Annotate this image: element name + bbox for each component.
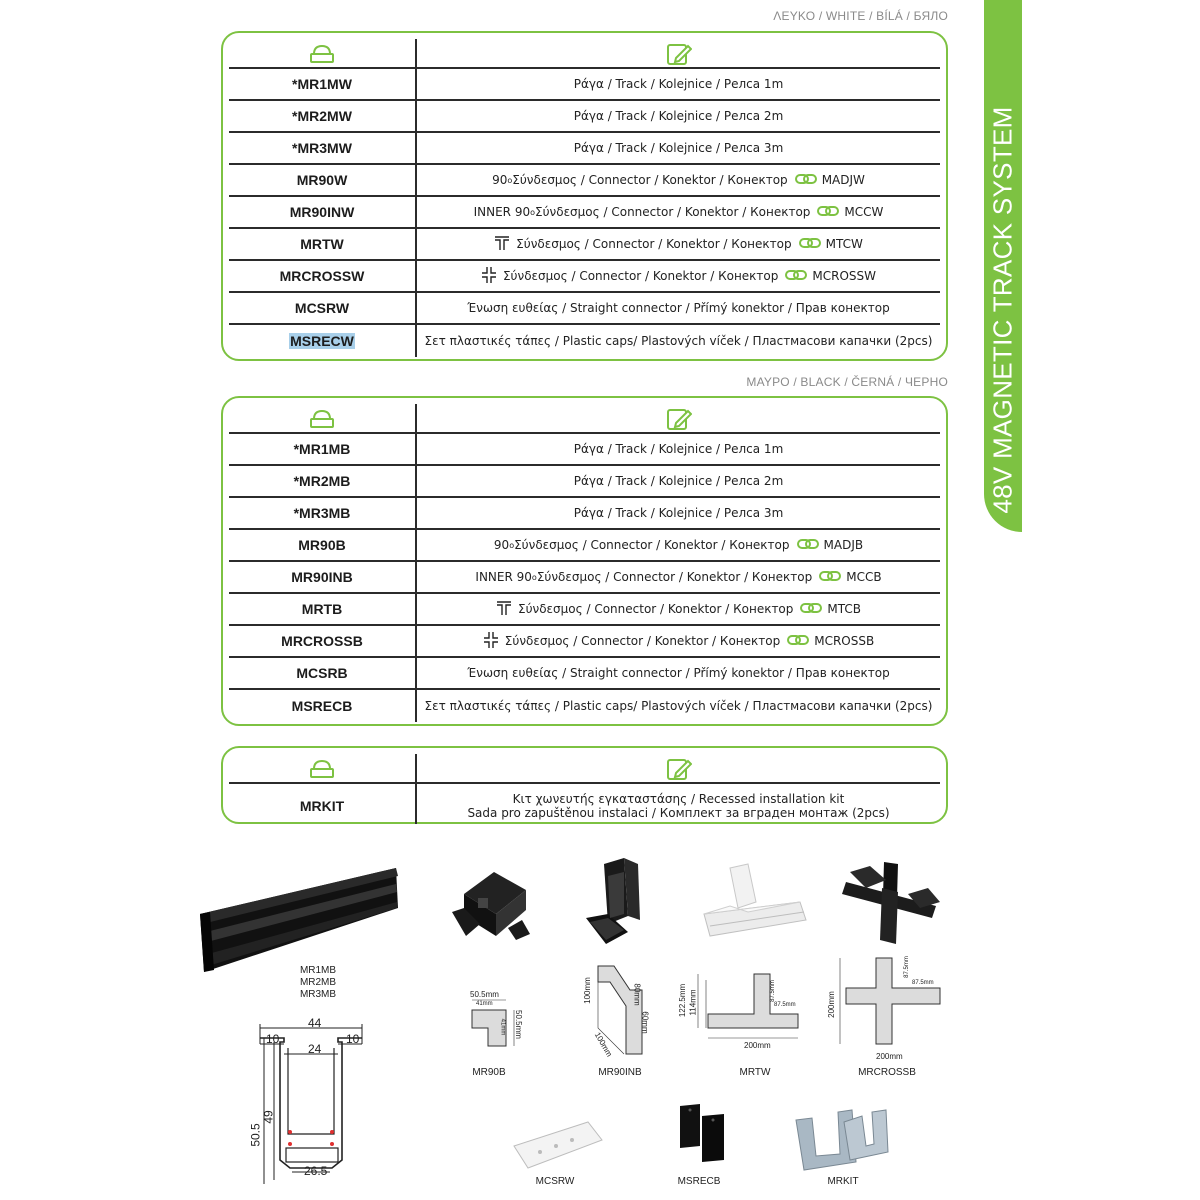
mr90b-dim-h2: 41mm — [499, 1018, 506, 1036]
msrecb-image — [672, 1102, 732, 1174]
product-description: Σύνδεσμος / Connector / Konektor / Конектор MCROSSW — [417, 261, 940, 291]
mrkit-caption: MRKIT — [827, 1176, 859, 1187]
linked-code: MADJB — [823, 538, 864, 552]
mrtw-dim-h1: 122.5mm — [678, 983, 688, 1018]
product-description: INNER 90 o Σύνδεσμος / Connector / Konektor / Конектор MCCW — [473, 205, 884, 219]
dim-bottom: 26.5 — [304, 1164, 328, 1178]
track-rail-image — [200, 862, 400, 974]
mr90b-image — [444, 864, 534, 944]
product-row — [229, 434, 940, 466]
product-row — [229, 658, 940, 690]
product-row — [229, 101, 940, 133]
product-box-icon — [229, 42, 415, 66]
cross-junction-icon — [483, 631, 499, 652]
white-header-row — [229, 39, 940, 69]
product-code: MRCROSSB — [281, 633, 363, 649]
product-row — [229, 498, 940, 530]
black-products-table — [221, 396, 948, 726]
product-row — [229, 594, 940, 626]
product-code: MRKIT — [299, 798, 345, 814]
black-table-grid — [229, 404, 940, 722]
black-header-row — [229, 404, 940, 434]
product-row — [229, 165, 940, 197]
kit-desc-line1: Κιτ χωνευτής εγκαταστάσης / Recessed installation kit — [512, 792, 845, 806]
product-description: Ράγα / Track / Kolejnice / Релса 2m — [573, 474, 784, 488]
product-description: Σύνδεσμος / Connector / Konektor / Конектор MTCB — [417, 594, 940, 624]
cross-junction-icon — [481, 266, 497, 287]
link-chain-icon — [800, 602, 822, 616]
msrecb-caption: MSRECB — [677, 1176, 721, 1187]
kit-table — [221, 746, 948, 824]
mrtw-dim-a: 87.5mm — [769, 980, 776, 1002]
mcsrw-image — [510, 1118, 606, 1174]
product-code: *MR3MW — [292, 140, 352, 156]
link-chain-icon — [819, 570, 841, 584]
mr90b-dim-w2: 41mm — [476, 1001, 493, 1007]
product-row — [229, 133, 940, 165]
product-code: *MR1MW — [292, 76, 352, 92]
t-junction-icon — [496, 600, 512, 619]
product-row — [229, 690, 940, 722]
product-description: Ράγα / Track / Kolejnice / Релса 1m — [573, 442, 784, 456]
mr90inb-image — [580, 856, 660, 952]
mr90inb-dim-d: 100mm — [592, 1030, 614, 1059]
mr90inb-dim-a: 100mm — [582, 977, 592, 1004]
mrcrossb-caption: MRCROSSB — [858, 1067, 916, 1078]
black-color-label: ΜΑΥΡΟ / BLACK / ČERNÁ / ЧЕРНО — [746, 375, 948, 389]
linked-code: MCROSSB — [814, 634, 875, 648]
product-code: MRTB — [301, 601, 343, 617]
product-row — [229, 261, 940, 293]
linked-code: MCROSSW — [812, 269, 877, 283]
product-code: MSRECB — [291, 698, 353, 714]
linked-code: MTCB — [827, 602, 861, 616]
product-row — [229, 466, 940, 498]
mrcrossb-drawing — [836, 954, 946, 1050]
link-chain-icon — [785, 269, 807, 283]
mr90inb-caption: MR90INB — [598, 1067, 642, 1078]
mr90b-caption: MR90B — [472, 1067, 506, 1078]
product-box-icon — [229, 407, 415, 431]
mrtw-caption: MRTW — [739, 1067, 771, 1078]
white-table-grid — [229, 39, 940, 357]
linked-code: MTCW — [825, 237, 863, 251]
mrtw-dim-h2: 114mm — [688, 989, 698, 1016]
product-description: Ράγα / Track / Kolejnice / Релса 1m — [573, 77, 784, 91]
cross-dim-h: 200mm — [826, 991, 836, 1018]
product-description: Σύνδεσμος / Connector / Konektor / Конектор MTCW — [417, 229, 940, 259]
product-box-icon — [229, 757, 415, 781]
linked-code: MCCB — [846, 570, 882, 584]
product-description: Ένωση ευθείας / Straight connector / Přímý konektor / Прав конектор — [467, 301, 890, 315]
t-junction-icon — [494, 235, 510, 254]
link-chain-icon — [787, 634, 809, 648]
product-code: MSRECW — [290, 333, 354, 349]
product-description: Σετ πλαστικές τάπες / Plastic caps/ Plastových víček / Пластмасови капачки (2pcs) — [424, 334, 933, 348]
linked-code: MADJW — [821, 173, 865, 187]
dim-height-outer: 50.5 — [248, 1123, 263, 1147]
dim-height-inner: 49 — [261, 1110, 276, 1124]
product-code: *MR3MB — [293, 505, 351, 521]
link-chain-icon — [799, 237, 821, 251]
mrtw-dim-b: 87.5mm — [774, 1002, 796, 1008]
link-chain-icon — [795, 173, 817, 187]
cross-dim-w: 200mm — [876, 1052, 903, 1061]
product-code: MR90INW — [289, 204, 355, 220]
mr90b-dim-w: 50.5mm — [470, 990, 499, 999]
product-description: Ράγα / Track / Kolejnice / Релса 3m — [573, 141, 784, 155]
kit-desc-line2: Sada pro zapuštěnou instalaci / Комплект за вграден монтаж (2pcs) — [467, 806, 890, 820]
mrtw-drawing — [684, 968, 804, 1048]
mr90inb-dim-b: 80mm — [632, 983, 642, 1006]
product-row — [229, 626, 940, 658]
product-description: INNER 90 o Σύνδεσμος / Connector / Konektor / Конектор MCCB — [475, 570, 882, 584]
edit-pencil-icon — [417, 757, 940, 781]
edit-pencil-icon — [417, 407, 940, 431]
product-description: 90 o Σύνδεσμος / Connector / Konektor / Конектор MADJB — [493, 538, 864, 552]
product-code: MCSRW — [294, 300, 350, 316]
mr90b-dim-h: 50.5mm — [513, 1010, 523, 1039]
product-row — [229, 197, 940, 229]
product-code: MR90B — [298, 537, 346, 553]
mcsrw-caption: MCSRW — [535, 1176, 575, 1187]
edit-pencil-icon — [417, 42, 940, 66]
product-row — [229, 530, 940, 562]
cross-dim-a: 87.5mm — [903, 956, 910, 978]
product-description: Ένωση ευθείας / Straight connector / Přímý konektor / Прав конектор — [467, 666, 890, 680]
kit-header-row — [229, 754, 940, 784]
product-description: Σετ πλαστικές τάπες / Plastic caps/ Plastových víček / Пластмасови капачки (2pcs) — [424, 699, 933, 713]
product-code: *MR2MB — [293, 473, 351, 489]
product-code: MRCROSSW — [279, 268, 365, 284]
product-description: 90 o Σύνδεσμος / Connector / Konektor / Конектор MADJW — [492, 173, 865, 187]
mr90inb-dim-c: 60mm — [640, 1011, 650, 1034]
product-row — [229, 69, 940, 101]
white-color-label: ΛΕΥΚΟ / WHITE / BÍLÁ / БЯЛО — [773, 9, 948, 23]
dim-inner: 24 — [308, 1042, 322, 1056]
dim-left: 10 — [266, 1032, 280, 1046]
white-products-table — [221, 31, 948, 361]
product-row — [229, 325, 940, 357]
dim-right: 10 — [346, 1032, 360, 1046]
product-code: *MR2MW — [292, 108, 352, 124]
mrkit-image — [790, 1108, 890, 1176]
product-row — [229, 229, 940, 261]
side-title: 48V MAGNETIC TRACK SYSTEM — [987, 106, 1018, 514]
product-code: MR90INB — [291, 569, 353, 585]
product-description: Ράγα / Track / Kolejnice / Релса 2m — [573, 109, 784, 123]
kit-row — [229, 784, 940, 828]
track-caption: MR1MB MR2MB MR3MB — [299, 965, 337, 1000]
dim-top: 44 — [308, 1016, 322, 1030]
product-code: MCSRB — [296, 665, 348, 681]
mrtw-dim-w: 200mm — [744, 1041, 771, 1050]
link-chain-icon — [797, 538, 819, 552]
mr90inb-drawing — [584, 962, 654, 1058]
product-description — [417, 784, 940, 828]
product-code: MRTW — [300, 236, 344, 252]
product-description: Σύνδεσμος / Connector / Konektor / Конектор MCROSSB — [417, 626, 940, 656]
cross-dim-b: 87.5mm — [912, 980, 934, 986]
linked-code: MCCW — [844, 205, 884, 219]
mrtw-image — [700, 862, 810, 942]
link-chain-icon — [817, 205, 839, 219]
product-description: Ράγα / Track / Kolejnice / Релса 3m — [573, 506, 784, 520]
product-code: MR90W — [296, 172, 348, 188]
side-title-tab — [984, 0, 1022, 532]
product-row — [229, 562, 940, 594]
kit-table-grid — [229, 754, 940, 828]
product-row — [229, 293, 940, 325]
product-code: *MR1MB — [293, 441, 351, 457]
mrcrossb-image — [836, 858, 946, 948]
